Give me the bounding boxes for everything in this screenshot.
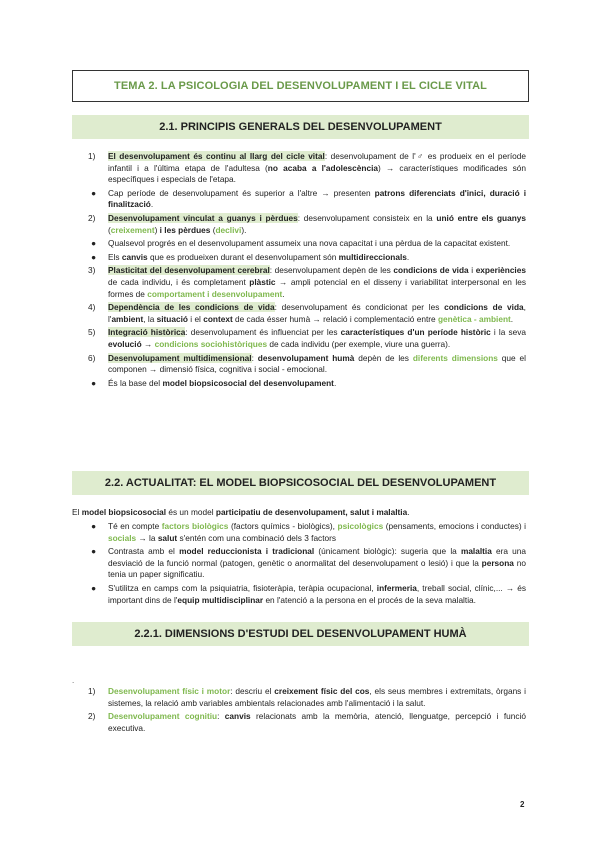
list-item <box>88 546 526 581</box>
list-number: 3) <box>88 265 96 276</box>
list-item-text <box>108 686 526 708</box>
section-2-list <box>88 521 526 608</box>
list-item-text <box>108 188 526 210</box>
green-term: factors biològics <box>161 521 229 531</box>
text-run: És la base del <box>108 377 163 388</box>
text-run: : <box>251 352 258 363</box>
list-item-text <box>108 265 526 298</box>
text-run: → ampli potencial en el disseny i variabilitat interpersonal en les formes de <box>108 276 526 299</box>
text-run: no tenia un paper significatiu. <box>108 557 526 580</box>
highlighted-term: El desenvolupament és continu al llarg del cicle vital <box>108 151 325 161</box>
text-run: , l' <box>108 302 526 324</box>
text-run: El <box>72 507 82 517</box>
text-run: , la <box>143 313 157 324</box>
list-item-text <box>108 327 526 349</box>
text-run: : desenvolupament consisteix en la <box>297 212 437 223</box>
green-term: socials <box>108 532 137 543</box>
text-run: . <box>406 251 410 262</box>
list-item <box>88 302 526 325</box>
text-run: ) <box>154 224 160 235</box>
text-run: , treball social, clínic,... → és important dins de l' <box>108 582 526 605</box>
highlighted-term: Plasticitat del desenvolupament cerebral <box>108 265 270 276</box>
text-run: i el <box>187 313 204 324</box>
list-item-text <box>108 213 526 235</box>
list-number: 6) <box>88 352 96 363</box>
stray-mark: . <box>72 676 75 685</box>
list-item <box>88 265 526 300</box>
text-run: de cada individu, i és completament <box>108 276 250 287</box>
section-3-list <box>88 686 526 736</box>
text-run: depèn de les <box>354 352 413 363</box>
text-run: de cada ésser humà → relació i complementació entre <box>232 313 438 324</box>
bullet-marker: ● <box>91 377 97 388</box>
text-run: de cada individu (per exemple, viure una guerra). <box>267 338 451 349</box>
list-number: 1) <box>88 686 96 696</box>
section-1-list <box>88 151 526 391</box>
bold-term: plàstic <box>249 276 276 287</box>
list-item <box>88 252 526 264</box>
list-number: 1) <box>88 151 96 161</box>
bold-term: model biopsicosocial del desenvolupament <box>162 377 334 388</box>
bold-term: equip multidisciplinar <box>177 594 264 605</box>
text-run: ( <box>210 224 216 235</box>
bold-term: unió entre els guanys <box>436 212 526 223</box>
text-run: ( <box>108 224 111 235</box>
list-item <box>88 378 526 390</box>
page-number: 2 <box>520 800 525 809</box>
bullet-marker: ● <box>91 546 97 557</box>
bullet-marker: ● <box>91 238 97 249</box>
bold-term: model reduccionista i tradicional <box>179 546 315 557</box>
bold-term: condicions de vida <box>444 302 524 313</box>
bold-term: i les pèrdues <box>159 224 211 235</box>
text-run: . <box>510 313 514 324</box>
list-number: 2) <box>88 212 96 223</box>
bold-term: no acaba a l'adolescència <box>267 162 378 173</box>
text-run: : descriu el <box>230 686 275 696</box>
list-item-text <box>108 238 510 248</box>
bold-term: ambient <box>111 313 144 324</box>
bold-term: participatiu de desenvolupament, salut i malaltia <box>215 507 408 517</box>
bullet-marker: ● <box>91 582 97 593</box>
text-run: → la <box>136 532 158 543</box>
bullet-marker: ● <box>91 187 97 198</box>
green-term: diferents dimensions <box>412 352 498 363</box>
bold-term: experiències <box>475 265 526 276</box>
list-item-text <box>108 378 336 388</box>
text-run: , els seus membres i extremitats, òrgans i sistemes, la relació amb variables ambientals relacionades amb l'alimentació i la salut. <box>108 686 526 708</box>
list-item-text <box>108 151 526 184</box>
section-2-intro <box>72 507 528 519</box>
text-run: ). <box>241 224 247 235</box>
text-run: . <box>407 507 410 517</box>
section-heading-2-2: 2.2. ACTUALITAT: EL MODEL BIOPSICOSOCIAL DEL DESENVOLUPAMENT <box>72 471 529 495</box>
list-item-text <box>108 711 526 733</box>
bold-term: creixement físic del cos <box>274 686 370 696</box>
green-term: Desenvolupament cognitiu <box>108 711 218 722</box>
list-item <box>88 151 526 186</box>
highlighted-term: Integració històrica <box>108 327 186 338</box>
list-item <box>88 213 526 236</box>
list-number: 4) <box>88 302 96 313</box>
bullet-marker: ● <box>91 521 97 531</box>
text-run: : <box>217 711 225 722</box>
text-run: : desenvolupament és influenciat per les <box>185 327 341 338</box>
page-title: TEMA 2. LA PSICOLOGIA DEL DESENVOLUPAMENT I EL CICLE VITAL <box>72 70 529 102</box>
text-run: : desenvolupament depèn de les <box>269 265 394 276</box>
list-item <box>88 521 526 544</box>
text-run: Té en compte <box>108 521 162 531</box>
highlighted-term: Desenvolupament vinculat a guanys i pèrdues <box>108 212 298 223</box>
text-run: que es produeixen durant el desenvolupament són <box>147 251 339 262</box>
text-run: : desenvolupament és condicionat per les <box>274 302 445 313</box>
list-item <box>88 238 526 250</box>
green-term: genètica - ambient <box>437 313 511 324</box>
text-run: Contrasta amb el <box>108 546 180 557</box>
list-item <box>88 583 526 606</box>
bold-term: persona <box>481 557 514 568</box>
text-run: (pensaments, emocions i conductes) i <box>383 521 527 531</box>
green-term: condicions sociohistòriques <box>154 338 268 349</box>
bold-term: evolució <box>108 338 142 349</box>
text-run: → <box>141 338 155 349</box>
list-item-text <box>108 252 409 262</box>
bold-term: context <box>203 313 233 324</box>
text-run: Els <box>108 251 122 262</box>
list-item-text <box>108 546 526 579</box>
text-run: s'entén com una combinació dels 3 factors <box>177 532 337 543</box>
text-run: Cap període de desenvolupament és superior a l'altre → presenten <box>108 187 375 198</box>
list-item-text <box>108 302 526 324</box>
green-term: creixement <box>110 224 155 235</box>
green-term: Desenvolupament físic i motor <box>108 686 231 696</box>
text-run: Qualsevol progrés en el desenvolupament assumeix una nova capacitat i una pèrdua de la capacitat existent. <box>108 238 511 249</box>
text-run: era una desviació de la funció normal (patogen, genètic o anormalitat del desenvolupament o lesió) i que la <box>108 546 527 568</box>
text-run: i <box>468 265 476 276</box>
list-item <box>88 711 526 734</box>
text-run: que el componen → dimensió física, cognitiva i social - emocional. <box>108 352 526 375</box>
text-run: (únicament biològic): sugeria que la <box>314 546 461 557</box>
text-run: ) → característiques modificades són específiques i especials de l'etapa. <box>108 162 526 185</box>
text-run: relacionats amb la memòria, atenció, llenguatge, percepció i funció executiva. <box>108 711 526 733</box>
text-run: S'utilitza en camps com la psiquiatria, fisioteràpia, teràpia ocupacional, <box>108 582 377 593</box>
bullet-marker: ● <box>91 251 97 262</box>
highlighted-term: Dependència de les condicions de vida <box>108 302 275 313</box>
highlighted-term: Desenvolupament multidimensional <box>108 352 252 363</box>
list-item <box>88 327 526 350</box>
bold-term: salut <box>157 532 178 543</box>
text-run: . <box>333 377 337 388</box>
text-run: . <box>282 288 285 299</box>
text-run: : desenvolupament de l'♂ es produeix en el període infantil i a l'última etapa de l'adultesa ( <box>108 151 526 173</box>
list-number: 2) <box>88 711 96 722</box>
bold-term: model biopsicosocial <box>81 507 167 517</box>
list-item <box>88 188 526 211</box>
green-term: comportament i desenvolupament <box>147 288 283 299</box>
bold-term: desenvolupament humà <box>257 352 355 363</box>
bold-term: condicions de vida <box>393 265 469 276</box>
bold-term: situació <box>156 313 188 324</box>
bold-term: patrons diferenciats d'inici, duració i finalització <box>108 187 527 210</box>
text-run: és un model <box>166 507 216 517</box>
green-term: declivi <box>215 224 242 235</box>
list-number: 5) <box>88 327 96 338</box>
bold-term: infermeria <box>376 582 417 593</box>
list-item <box>88 686 526 709</box>
bold-term: multidireccionals <box>338 251 407 262</box>
list-item-text <box>108 521 526 543</box>
bold-term: malaltia <box>460 546 492 557</box>
bold-term: canvis <box>224 711 251 722</box>
list-item-text <box>108 583 526 605</box>
text-run: en l'atenció a la persona en el procés de la seva malaltia. <box>263 594 476 605</box>
bold-term: canvis <box>121 251 148 262</box>
text-run: (factors químics - biològics), <box>228 521 338 531</box>
bold-term: característiques d'un període històric <box>340 327 491 338</box>
text-run: . <box>150 199 154 210</box>
section-heading-2-1: 2.1. PRINCIPIS GENERALS DEL DESENVOLUPAMENT <box>72 115 529 139</box>
green-term: psicològics <box>337 521 384 531</box>
section-heading-2-2-1: 2.2.1. DIMENSIONS D'ESTUDI DEL DESENVOLUPAMENT HUMÀ <box>72 622 529 646</box>
list-item-text <box>108 353 526 375</box>
text-run: i la seva <box>490 327 527 338</box>
list-item <box>88 353 526 376</box>
